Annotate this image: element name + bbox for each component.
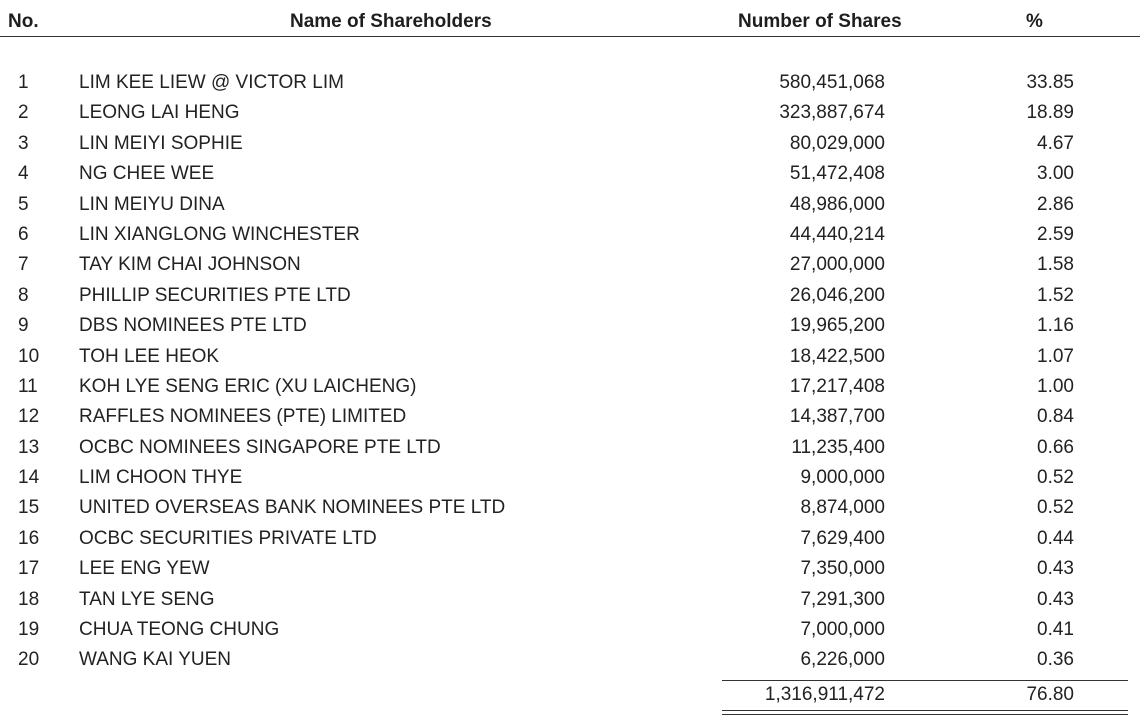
percentage: 0.66 [1037,436,1074,458]
row-number: 20 [18,649,40,671]
percentage: 1.07 [1037,345,1074,367]
row-number: 7 [18,254,29,276]
percentage: 4.67 [1037,132,1074,154]
number-of-shares: 14,387,700 [789,406,885,428]
table-row [0,645,1140,675]
shareholder-name: LIM CHOON THYE [79,467,243,489]
percentage: 0.44 [1037,527,1074,549]
total-row [0,681,1140,709]
shareholder-name: CHUA TEONG CHUNG [79,619,280,641]
percentage: 33.85 [1026,72,1074,93]
percentage: 0.43 [1037,588,1074,610]
header-no: No. [8,11,39,32]
table-row [0,129,1140,159]
table-row [0,68,1140,98]
header-number-of-shares: Number of Shares [738,11,902,32]
percentage: 1.58 [1037,254,1074,276]
number-of-shares: 27,000,000 [789,254,885,276]
row-number: 9 [18,315,29,337]
percentage: 1.00 [1037,375,1074,397]
percentage: 18.89 [1026,102,1074,124]
shareholder-name: TAN LYE SENG [79,588,215,610]
shareholder-name: LIM KEE LIEW @ VICTOR LIM [79,72,344,93]
total-shares: 1,316,911,472 [764,684,885,705]
shareholder-name: KOH LYE SENG ERIC (XU LAICHENG) [79,375,417,397]
row-number: 13 [18,436,40,458]
shareholder-name: TAY KIM CHAI JOHNSON [79,254,301,276]
percentage: 0.52 [1037,497,1074,519]
percentage: 0.84 [1037,406,1074,428]
header-percent: % [1026,11,1043,32]
table-row [0,554,1140,584]
table-row [0,220,1140,250]
table-row [0,311,1140,341]
table-row [0,159,1140,189]
percentage: 2.86 [1037,193,1074,215]
number-of-shares: 44,440,214 [789,223,885,245]
row-number: 11 [18,375,38,397]
percentage: 1.16 [1037,315,1074,337]
number-of-shares: 19,965,200 [789,315,885,337]
total-double-underline [722,710,1128,715]
header-name-of-shareholders: Name of Shareholders [290,11,492,32]
row-number: 18 [18,588,40,610]
row-number: 16 [18,527,40,549]
row-number: 2 [18,102,29,124]
row-number: 10 [18,345,40,367]
number-of-shares: 80,029,000 [789,132,885,154]
table-row [0,524,1140,554]
number-of-shares: 7,629,400 [800,527,885,549]
number-of-shares: 17,217,408 [789,375,885,397]
table-row [0,98,1140,128]
number-of-shares: 323,887,674 [779,102,885,124]
number-of-shares: 6,226,000 [800,649,885,671]
row-number: 19 [18,619,40,641]
row-number: 12 [18,406,40,428]
shareholder-name: RAFFLES NOMINEES (PTE) LIMITED [79,406,407,428]
table-row [0,342,1140,372]
row-number: 1 [18,72,29,93]
table-row [0,615,1140,645]
row-number: 15 [18,497,40,519]
shareholder-name: LIN MEIYI SOPHIE [79,132,243,154]
percentage: 0.52 [1037,467,1074,489]
number-of-shares: 48,986,000 [789,193,885,215]
shareholder-name: OCBC NOMINEES SINGAPORE PTE LTD [79,436,441,458]
row-number: 6 [18,223,29,245]
shareholders-table-body [0,68,1140,676]
number-of-shares: 51,472,408 [789,163,885,185]
row-number: 4 [18,163,29,185]
total-percentage: 76.80 [1026,684,1074,705]
percentage: 3.00 [1037,163,1074,185]
number-of-shares: 7,000,000 [800,619,885,641]
shareholder-name: DBS NOMINEES PTE LTD [79,315,307,337]
header-divider [0,36,1140,37]
row-number: 14 [18,467,40,489]
row-number: 3 [18,132,29,154]
shareholder-name: PHILLIP SECURITIES PTE LTD [79,284,351,306]
row-number: 5 [18,193,29,215]
number-of-shares: 11,235,400 [791,436,885,458]
shareholder-name: LEE ENG YEW [79,558,210,580]
shareholder-name: UNITED OVERSEAS BANK NOMINEES PTE LTD [79,497,506,519]
percentage: 0.41 [1037,619,1074,641]
table-row [0,372,1140,402]
table-row [0,402,1140,432]
shareholder-name: NG CHEE WEE [79,163,215,185]
table-row [0,493,1140,523]
percentage: 1.52 [1037,284,1074,306]
shareholder-name: LIN MEIYU DINA [79,193,225,215]
percentage: 0.36 [1037,649,1074,671]
number-of-shares: 580,451,068 [779,72,885,93]
number-of-shares: 26,046,200 [789,284,885,306]
shareholder-name: OCBC SECURITIES PRIVATE LTD [79,527,377,549]
row-number: 8 [18,284,29,306]
number-of-shares: 8,874,000 [800,497,885,519]
table-row [0,190,1140,220]
percentage: 0.43 [1037,558,1074,580]
shareholder-name: WANG KAI YUEN [79,649,232,671]
number-of-shares: 7,291,300 [800,588,885,610]
number-of-shares: 7,350,000 [800,558,885,580]
shareholder-name: LIN XIANGLONG WINCHESTER [79,223,360,245]
percentage: 2.59 [1037,223,1074,245]
table-row [0,433,1140,463]
table-row [0,463,1140,493]
table-row [0,281,1140,311]
number-of-shares: 18,422,500 [789,345,885,367]
row-number: 17 [18,558,40,580]
table-row [0,585,1140,615]
number-of-shares: 9,000,000 [800,467,885,489]
shareholder-name: LEONG LAI HENG [79,102,240,124]
shareholder-name: TOH LEE HEOK [79,345,220,367]
table-row [0,250,1140,280]
